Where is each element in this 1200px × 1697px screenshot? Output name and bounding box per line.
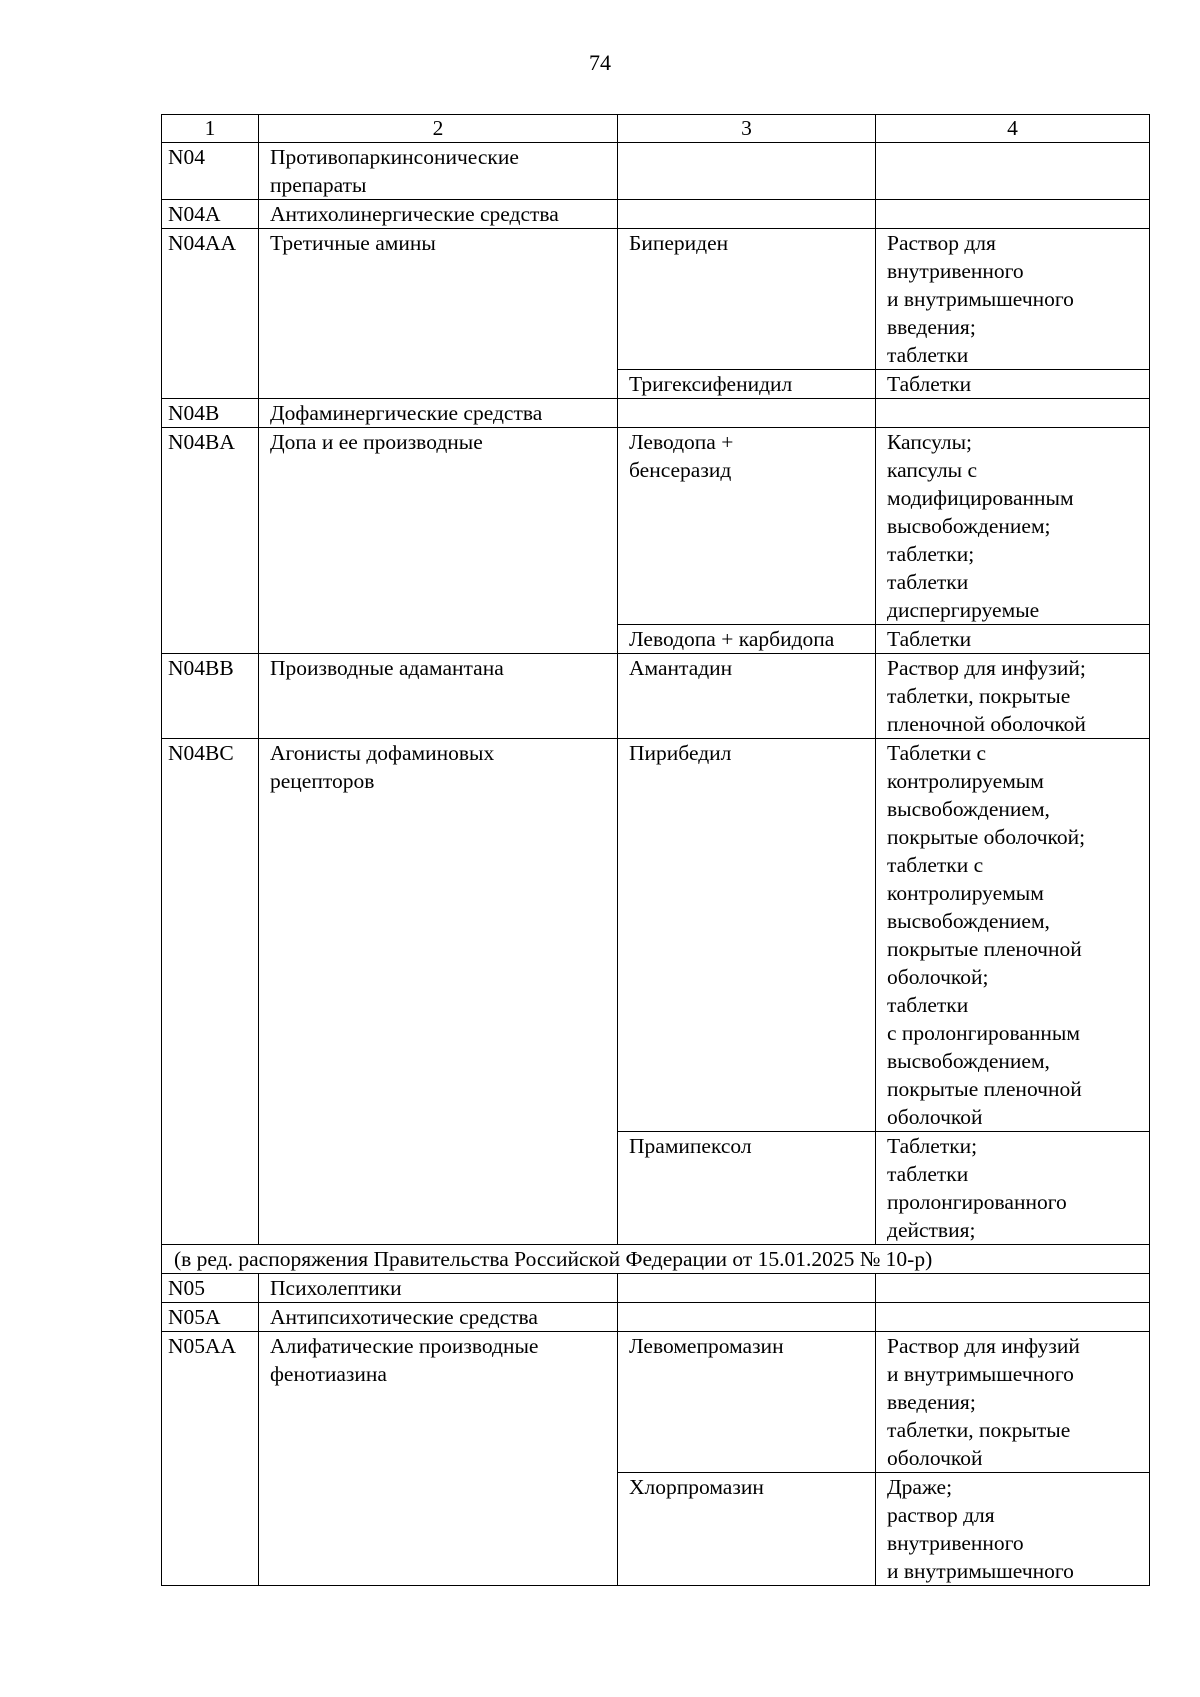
atc-code: N05 — [162, 1274, 259, 1303]
dosage-forms: Таблетки — [876, 370, 1150, 399]
drug-name-empty — [618, 399, 876, 428]
group-name: Психолептики — [259, 1274, 618, 1303]
dosage-forms-empty — [876, 399, 1150, 428]
dosage-forms: Капсулы; капсулы с модифицированным высвобождением; таблетки; таблетки диспергируемые — [876, 428, 1150, 625]
group-name: Противопаркинсонические препараты — [259, 143, 618, 200]
drug-name-empty — [618, 143, 876, 200]
drug-name: Прамипексол — [618, 1132, 876, 1245]
atc-code: N04B — [162, 399, 259, 428]
table-header-row — [162, 115, 1150, 143]
amendment-note: (в ред. распоряжения Правительства Российской Федерации от 15.01.2025 № 10-р) — [162, 1245, 1150, 1274]
dosage-forms-empty — [876, 1303, 1150, 1332]
column-header-3: 3 — [618, 115, 876, 143]
group-name: Третичные амины — [259, 229, 618, 399]
atc-code: N04BB — [162, 654, 259, 739]
column-header-1: 1 — [162, 115, 259, 143]
drug-name: Бипериден — [618, 229, 876, 370]
drug-name: Амантадин — [618, 654, 876, 739]
dosage-forms-empty — [876, 1274, 1150, 1303]
drug-name: Леводопа + карбидопа — [618, 625, 876, 654]
table-row-n04b — [162, 399, 1150, 428]
dosage-forms: Раствор для инфузий и внутримышечного введения; таблетки, покрытые оболочкой — [876, 1332, 1150, 1473]
drug-name: Леводопа + бенсеразид — [618, 428, 876, 625]
column-header-2: 2 — [259, 115, 618, 143]
atc-code: N05A — [162, 1303, 259, 1332]
atc-code: N05AA — [162, 1332, 259, 1586]
atc-code: N04AA — [162, 229, 259, 399]
table-row-amendment-note — [162, 1245, 1150, 1274]
group-name: Допа и ее производные — [259, 428, 618, 654]
drug-name-empty — [618, 1303, 876, 1332]
group-name: Производные адамантана — [259, 654, 618, 739]
dosage-forms: Раствор для внутривенного и внутримышечного введения; таблетки — [876, 229, 1150, 370]
table-row-n05a — [162, 1303, 1150, 1332]
table-row-n04bb — [162, 654, 1150, 739]
atc-code: N04A — [162, 200, 259, 229]
dosage-forms: Таблетки — [876, 625, 1150, 654]
group-name: Алифатические производные фенотиазина — [259, 1332, 618, 1586]
table-row-n04a — [162, 200, 1150, 229]
drug-name-empty — [618, 1274, 876, 1303]
drug-name: Тригексифенидил — [618, 370, 876, 399]
table-row-n04aa — [162, 229, 1150, 370]
group-name: Агонисты дофаминовых рецепторов — [259, 739, 618, 1245]
atc-code: N04BC — [162, 739, 259, 1245]
group-name: Антихолинергические средства — [259, 200, 618, 229]
dosage-forms: Драже; раствор для внутривенного и внутримышечного — [876, 1473, 1150, 1586]
group-name: Антипсихотические средства — [259, 1303, 618, 1332]
dosage-forms: Раствор для инфузий; таблетки, покрытые пленочной оболочкой — [876, 654, 1150, 739]
page-number: 74 — [589, 50, 611, 75]
table-row-n05aa — [162, 1332, 1150, 1473]
column-header-4: 4 — [876, 115, 1150, 143]
atc-code: N04 — [162, 143, 259, 200]
drug-name: Левомепромазин — [618, 1332, 876, 1473]
dosage-forms: Таблетки с контролируемым высвобождением, покрытые оболочкой; таблетки с контролируемым высвобождением, покрытые пленочной оболочкой; таблетки с пролонгированным высвобождением, покрытые пленочной оболочкой — [876, 739, 1150, 1132]
dosage-forms-empty — [876, 143, 1150, 200]
drug-name-empty — [618, 200, 876, 229]
table-row-n04bc — [162, 739, 1150, 1132]
table-row-n05 — [162, 1274, 1150, 1303]
drug-table — [161, 114, 1150, 1586]
group-name: Дофаминергические средства — [259, 399, 618, 428]
drug-name: Хлорпромазин — [618, 1473, 876, 1586]
table-row-n04 — [162, 143, 1150, 200]
dosage-forms: Таблетки; таблетки пролонгированного действия; — [876, 1132, 1150, 1245]
drug-name: Пирибедил — [618, 739, 876, 1132]
dosage-forms-empty — [876, 200, 1150, 229]
table-row-n04ba — [162, 428, 1150, 625]
atc-code: N04BA — [162, 428, 259, 654]
